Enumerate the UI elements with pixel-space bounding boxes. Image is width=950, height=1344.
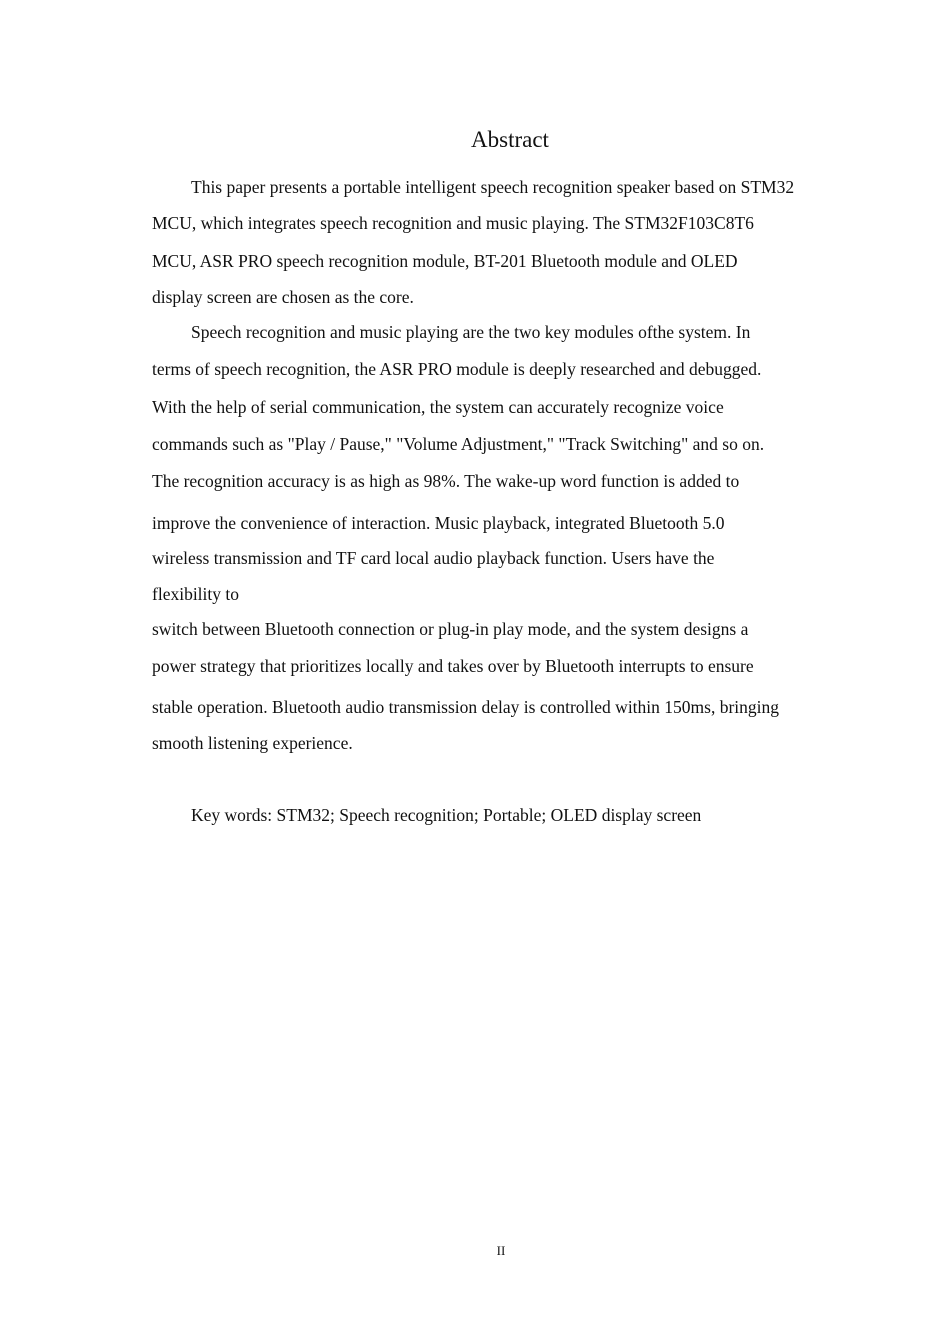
page-number: II bbox=[496, 1243, 506, 1258]
abstract-line-6: terms of speech recognition, the ASR PRO module is deeply researched and debugged. bbox=[152, 359, 762, 379]
abstract-line-10: improve the convenience of interaction. Music playback, integrated Bluetooth 5.0 bbox=[152, 513, 725, 533]
abstract-line-1: This paper presents a portable intelligent speech recognition speaker based on STM32 bbox=[191, 177, 795, 197]
abstract-line-12: flexibility to bbox=[152, 584, 240, 604]
abstract-line-4: display screen are chosen as the core. bbox=[152, 287, 414, 307]
abstract-line-14: power strategy that prioritizes locally and takes over by Bluetooth interrupts to ensure bbox=[152, 656, 754, 676]
abstract-line-2: MCU, which integrates speech recognition and music playing. The STM32F103C8T6 bbox=[152, 213, 754, 233]
abstract-line-7: With the help of serial communication, the system can accurately recognize voice bbox=[152, 397, 724, 417]
abstract-line-16: smooth listening experience. bbox=[152, 733, 353, 753]
abstract-line-15: stable operation. Bluetooth audio transmission delay is controlled within 150ms, bringing bbox=[152, 697, 780, 717]
keywords-line: Key words: STM32; Speech recognition; Portable; OLED display screen bbox=[191, 805, 702, 825]
abstract-line-5: Speech recognition and music playing are the two key modules ofthe system. In bbox=[191, 322, 751, 342]
abstract-title: Abstract bbox=[471, 127, 549, 152]
abstract-line-11: wireless transmission and TF card local audio playback function. Users have the bbox=[152, 548, 715, 568]
abstract-line-9: The recognition accuracy is as high as 98%. The wake-up word function is added to bbox=[152, 471, 740, 491]
abstract-line-3: MCU, ASR PRO speech recognition module, BT-201 Bluetooth module and OLED bbox=[152, 251, 738, 271]
abstract-line-8: commands such as "Play / Pause," "Volume Adjustment," "Track Switching" and so on. bbox=[152, 434, 765, 454]
abstract-line-13: switch between Bluetooth connection or plug-in play mode, and the system designs a bbox=[152, 619, 749, 639]
